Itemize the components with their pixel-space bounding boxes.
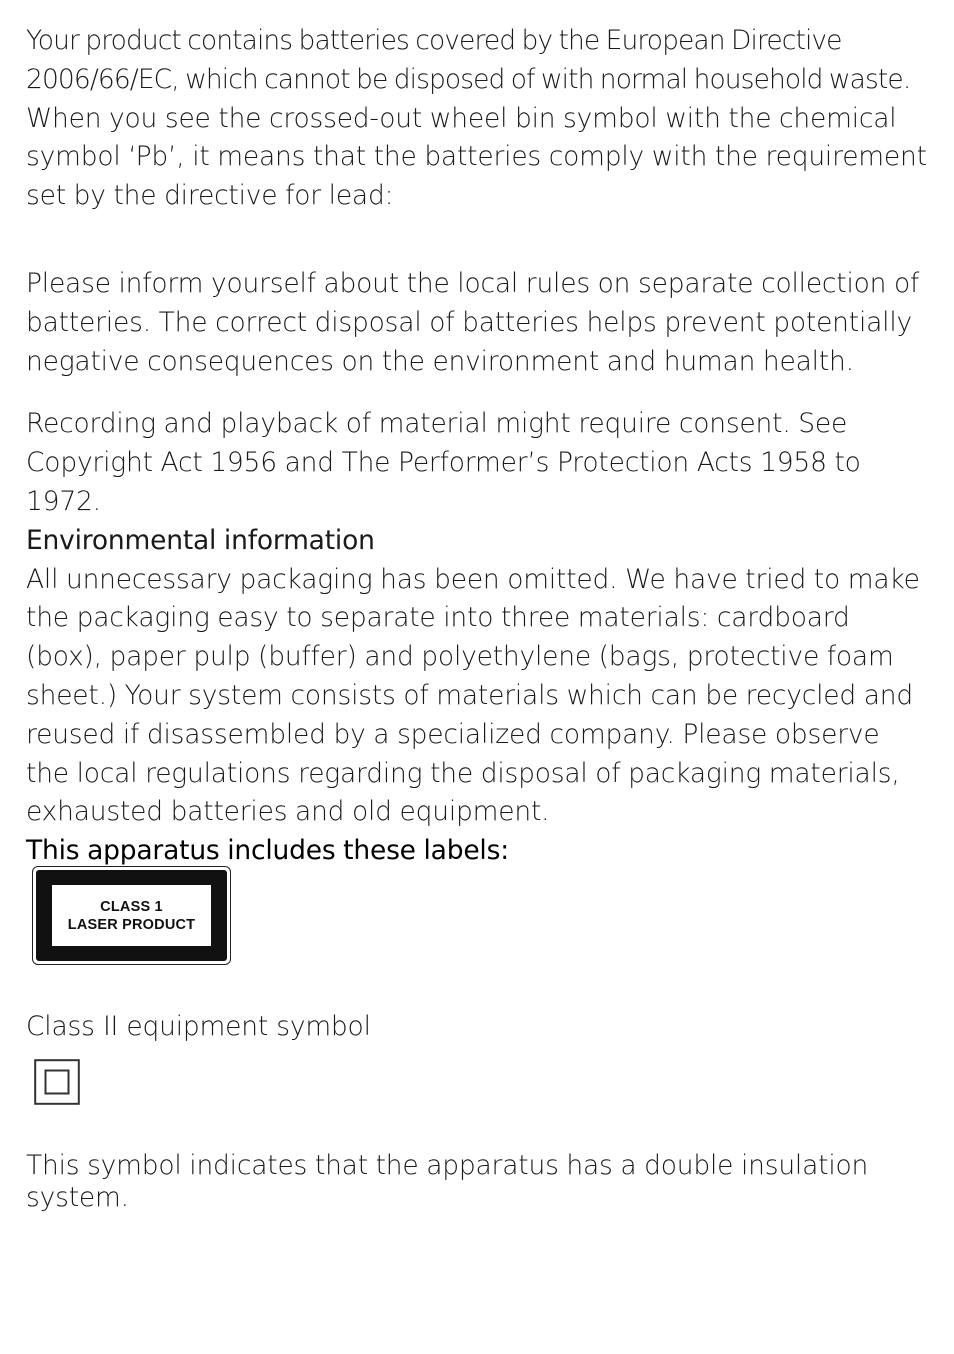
battery-line-4: symbol ‘Pb’, it means that the batteries comply with the requirement — [26, 141, 927, 173]
battery-line-2: 2006/66/EC, which cannot be disposed of with normal household waste. — [26, 63, 911, 95]
battery-line-5: set by the directive for lead: — [26, 180, 394, 212]
double-square-icon — [34, 1059, 80, 1105]
battery-line-3: When you see the crossed-out wheel bin symbol with the chemical — [26, 102, 897, 134]
labels-heading: This apparatus includes these labels: — [26, 835, 509, 867]
battery-line-1: Your product contains batteries covered by the European Directive — [26, 25, 842, 56]
environmental-heading: Environmental information — [26, 524, 375, 556]
laser-label-border — [36, 870, 227, 961]
battery-directive-paragraph — [26, 22, 930, 216]
class1-laser-label — [32, 866, 231, 965]
battery-disposal-paragraph: Please inform yourself about the local rules on separate collection of batteries. The correct disposal of batteries helps prevent potentially negative consequences on the environment and human health. — [26, 267, 920, 377]
laser-label-line-1: CLASS 1 — [100, 898, 163, 915]
laser-label-text-area — [52, 885, 211, 946]
copyright-paragraph: Recording and playback of material might require consent. See Copyright Act 1956 and The Performer’s Protection Acts 1958 to 1972. — [26, 408, 861, 517]
document-page — [26, 22, 930, 871]
double-insulation-paragraph: This symbol indicates that the apparatus has a double insulation system. — [26, 1150, 869, 1213]
environmental-paragraph: All unnecessary packaging has been omitted. We have tried to make the packaging easy to separate into three materials: cardboard (box), paper pulp (buffer) and polyethylene (bags, protective foam sheet.) Your system consists of materials which can be recycled and reused if disassembled by a specialized company. Please observe the local regulations regarding the disposal of packaging materials, exhausted batteries and old equipment. — [26, 563, 920, 828]
class2-caption: Class II equipment symbol — [26, 1011, 371, 1042]
laser-label-line-2: LASER PRODUCT — [67, 916, 196, 933]
